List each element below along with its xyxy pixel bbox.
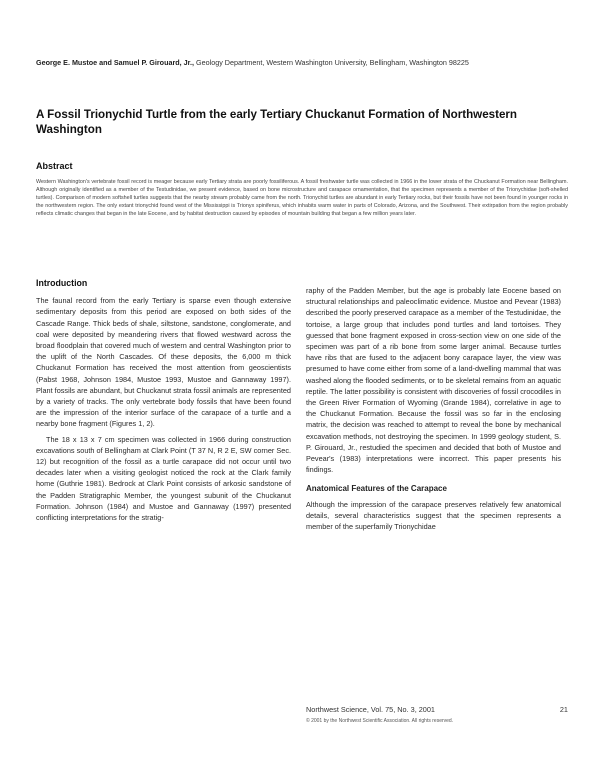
paper-title: A Fossil Trionychid Turtle from the early Tertiary Chuckanut Formation of Northwestern Washington [36, 108, 517, 136]
journal-footer [306, 705, 568, 714]
right-column [306, 285, 561, 536]
intro-paragraph-2: The 18 x 13 x 7 cm specimen was collected in 1966 during construction excavations south of Bellingham at Clark Point (T 37 N, R 2 E, SW corner Sec. 12) but recognition of the fossil as a turtle carapace did not occur until two decades later when a visiting geologist noticed the rock at the Clark family home (Guthrie 1981). Bedrock at Clark Point consists of arkosic sandstone of the Padden Stratigraphic Member, the youngest subunit of the Chuckanut Formation. Johnson (1984) and Mustoe and Gannaway (1997) presented conflicting interpretations for the stratig- [36, 434, 291, 523]
right-paragraph-1: raphy of the Padden Member, but the age is probably late Eocene based on structural relationships and paleoclimatic evidence. Mustoe and Pevear (1983) described the poorly preserved carapace as a member of the Testudinidae, the tortoise, a large group that includes pond turtles and land tortoises. They guessed that bone fragment exposed in cross-section view on one side of the specimen was part of a rib bone from some larger animal. Because turtles have ribs that are fused to the adjacent bony carapace layer, the view was presumed to have come either from some of a land-dwelling mammal that was washed along the flooded sediments, or to be skeletal remains from an aquatic reptile. The latter possibility is consistent with discoveries of fossil crocodiles in the Green River Formation of Wyoming (Grande 1984), correlative in age to the Chuckanut Formation. Because the fossil was so far in the enclosing matrix, the decision was reached to attempt to reveal the bone by mechanical excavation methods, not destroying the specimen. In 1999 geology student, S. P. Girouard, Jr., restudied the specimen and decided that both of Mustoe and Pevear's (1983) interpretations were incorrect. This paper presents his findings. [306, 286, 561, 475]
intro-paragraph-1: The faunal record from the early Tertiary is sparse even though extensive sedimentary deposits from this period are exposed on both sides of the Cascade Range. Thick beds of shale, siltstone, sandstone, conglomerate, and coal were deposited by meandering rivers that flowed westward across the broad floodplain that covered much of western and central Washington prior to the uplift of the North Cascades. Of these deposits, the 6,000 m thick Chuckanut Formation has received the most attention from geoscientists (Pabst 1968, Johnson 1984, Mustoe 1993, Mustoe and Gannaway 1997). Plant fossils are abundant, but Chuckanut strata fossil animals are represented by a variety of tracks. The only vertebrate body fossils that have been found are the impression of the interior surface of the carapace of a turtle and a nearby bone fragment (Figures 1, 2). [36, 296, 291, 429]
right-paragraph-2: Although the impression of the carapace preserves relatively few anatomical details, several characteristics suggest that the specimen represents a member of the superfamily Trionychidae [306, 499, 561, 532]
abstract-heading: Abstract [36, 161, 73, 171]
page-number: 21 [559, 705, 568, 714]
author-line [36, 58, 566, 67]
abstract-text: Western Washington's vertebrate fossil record is meager because early Tertiary strata are poorly fossiliferous. A fossil freshwater turtle was collected in 1966 in the lower strata of the Chuckanut Formation near Bellingham. Although originally identified as a member of the Testudinidae, we present evidence, based on bone microstructure and carapace ornamentation, that the specimen represents a member of the Trionychidae (soft-shelled turtles). Comparison of modern softshell turtles suggests that the nearby stream probably came from the north. Trionychid turtles are abundant in early Tertiary rocks, but their fossils have not been found in younger rocks in the northwestern region. The only extant trionychid found west of the Mississippi is Trionyx spiniferus, which inhabits warm water in parts of Colorado, Arizona, and the Southwest. Their extirpation from the region probably reflects climatic changes that began in the late Eocene, and by habitat destruction caused by episodes of mountain building that began a few million years later. [36, 179, 568, 218]
journal-citation: Northwest Science, Vol. 75, No. 3, 2001 [306, 705, 435, 714]
author-names: George E. Mustoe and Samuel P. Girouard, Jr., [36, 58, 195, 67]
author-affiliation: Geology Department, Western Washington University, Bellingham, Washington 98225 [194, 58, 469, 67]
left-column [36, 278, 291, 527]
anatomy-subheading: Anatomical Features of the Carapace [306, 484, 447, 494]
copyright-notice: © 2001 by the Northwest Scientific Association. All rights reserved. [306, 718, 454, 724]
introduction-heading: Introduction [36, 278, 88, 288]
